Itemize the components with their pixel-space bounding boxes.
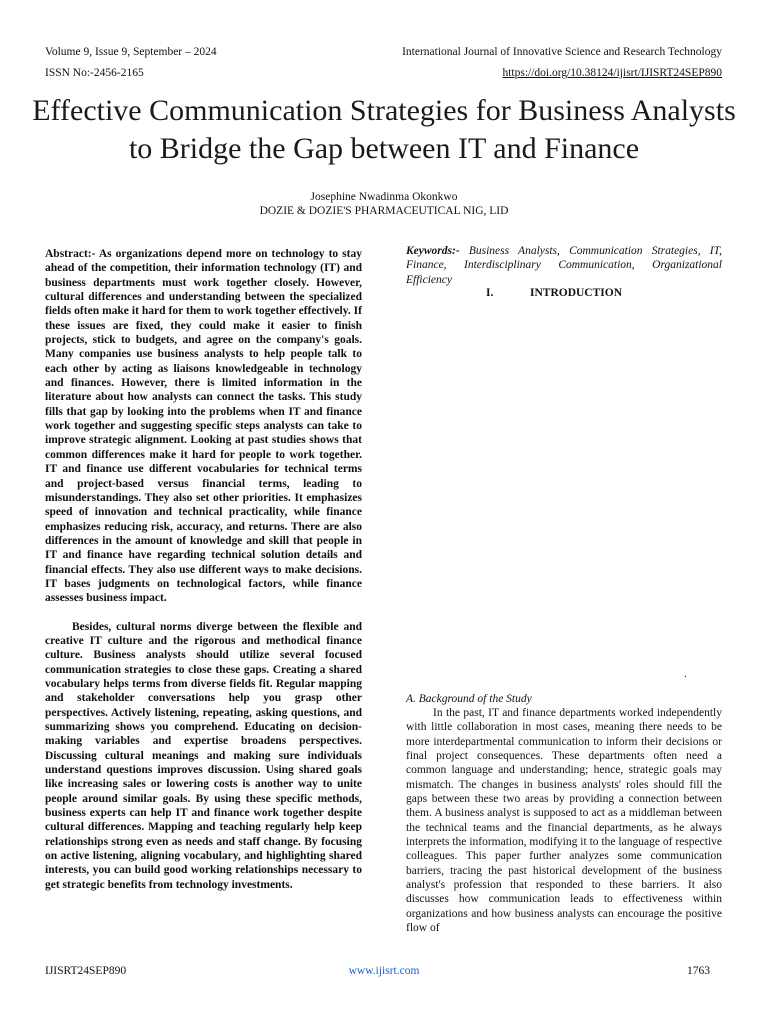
background-paragraph: In the past, IT and finance departments worked independently with little collaboration in most cases, meaning there needs to be more interdepartmental communication to inform their decisions or final project consequences. These departments often need a common language and understanding; hence, strategic goals may mismatch. The changes in business analysts' roles should fill the gaps between these two areas by providing a connection between them. A business analyst is supposed to act as a middleman between the technical teams and the financial departments, as he always interprets the information, modifying it to the language of respective colleagues. This paper further analyzes some communication barriers, tracing the past historical development of the business analyst's profession that responded to these barriers. It also discusses how communication leads to effectiveness within organizations and how business analysts can encourage the positive flow of — [406, 707, 722, 935]
paper-title: Effective Communication Strategies for Business Analysts to Bridge the Gap between IT and Finance — [32, 94, 736, 165]
footer-website-link[interactable]: www.ijisrt.com — [348, 965, 420, 977]
journal-name: International Journal of Innovative Science and Research Technology — [402, 46, 722, 58]
issn: ISSN No:-2456-2165 — [45, 67, 144, 79]
abstract-paragraph-2: Besides, cultural norms diverge between the flexible and creative IT culture and the rigorous and methodical finance culture. Business analysts should utilize several focused communication strategies to close these gaps. Creating a shared vocabulary helps terms from diverse fields fit. Regular mapping and stakeholder conversations help you grasp other perspectives. Actively listening, repeating, asking questions, and summarizing shows you comprehend. Educating on decision-making variables and expertise broadens perspectives. Discussing cultural meanings and making sure individuals understand questions improves discussion. Using shared goals like increasing sales or lowering costs is another way to unite people around similar goals. By using these specific methods, business experts can help IT and finance work together despite cultural differences. Mapping and teaching regularly help keep relationships strong even as needs and staff change. By focusing on active listening, aligning vocabulary, and highlighting shared interests, you can build good working relationships necessary to get strategic benefits from technology investments. — [45, 620, 362, 891]
stray-mark: . — [684, 668, 687, 680]
section-title: INTRODUCTION — [530, 287, 623, 299]
subsection-heading-background: A. Background of the Study — [406, 693, 532, 705]
author-name: Josephine Nwadinma Okonkwo — [310, 191, 458, 203]
keywords-text: Business Analysts, Communication Strategies, IT, Finance, Interdisciplinary Communication, Organizational Efficiency — [406, 245, 722, 286]
page-number: 1763 — [687, 965, 710, 977]
volume-info: Volume 9, Issue 9, September – 2024 — [45, 46, 217, 58]
author-affiliation: DOZIE & DOZIE'S PHARMACEUTICAL NIG, LID — [259, 205, 509, 217]
section-number: I. — [486, 287, 494, 299]
section-heading-introduction — [486, 287, 622, 299]
abstract-paragraph-1: Abstract:- As organizations depend more on technology to stay ahead of the competition, their information technology (IT) and business departments must work together closely. However, cultural differences and understanding between the specialized fields often make it hard for them to work together effectively. If these issues are fixed, they could make it easier to finish projects, stick to budgets, and agree on the company's goals. Many companies use business analysts to help people talk to each other by acting as liaisons knowledgeable in technology and finances. However, there is limited information in the literature about how analysts can connect the tasks. This study fills that gap by looking into the problems when IT and finance work together and suggesting specific steps analysts can take to improve strategic alignment. Looking at past studies shows that common differences make it hard for people to work together. IT and finance use different vocabularies for technical terms and project-based versus financial terms, leading to misunderstandings. They also set other priorities. It emphasizes speed of innovation and technical practicality, while finance emphasizes reducing risk, accuracy, and returns. There are also differences in the amount of knowledge and skill that people in IT and finance have regarding technical solution details and financial effects. They also use different ways to make decisions. IT bases judgments on technological factors, while finance assesses business impact. — [45, 248, 362, 605]
keywords-label: Keywords:- — [406, 245, 460, 257]
keywords — [406, 244, 722, 287]
doi-link[interactable]: https://doi.org/10.38124/ijisrt/IJISRT24SEP890 — [502, 67, 722, 79]
abstract — [45, 247, 362, 892]
background-body — [406, 706, 722, 936]
footer-paper-id: IJISRT24SEP890 — [45, 965, 127, 977]
